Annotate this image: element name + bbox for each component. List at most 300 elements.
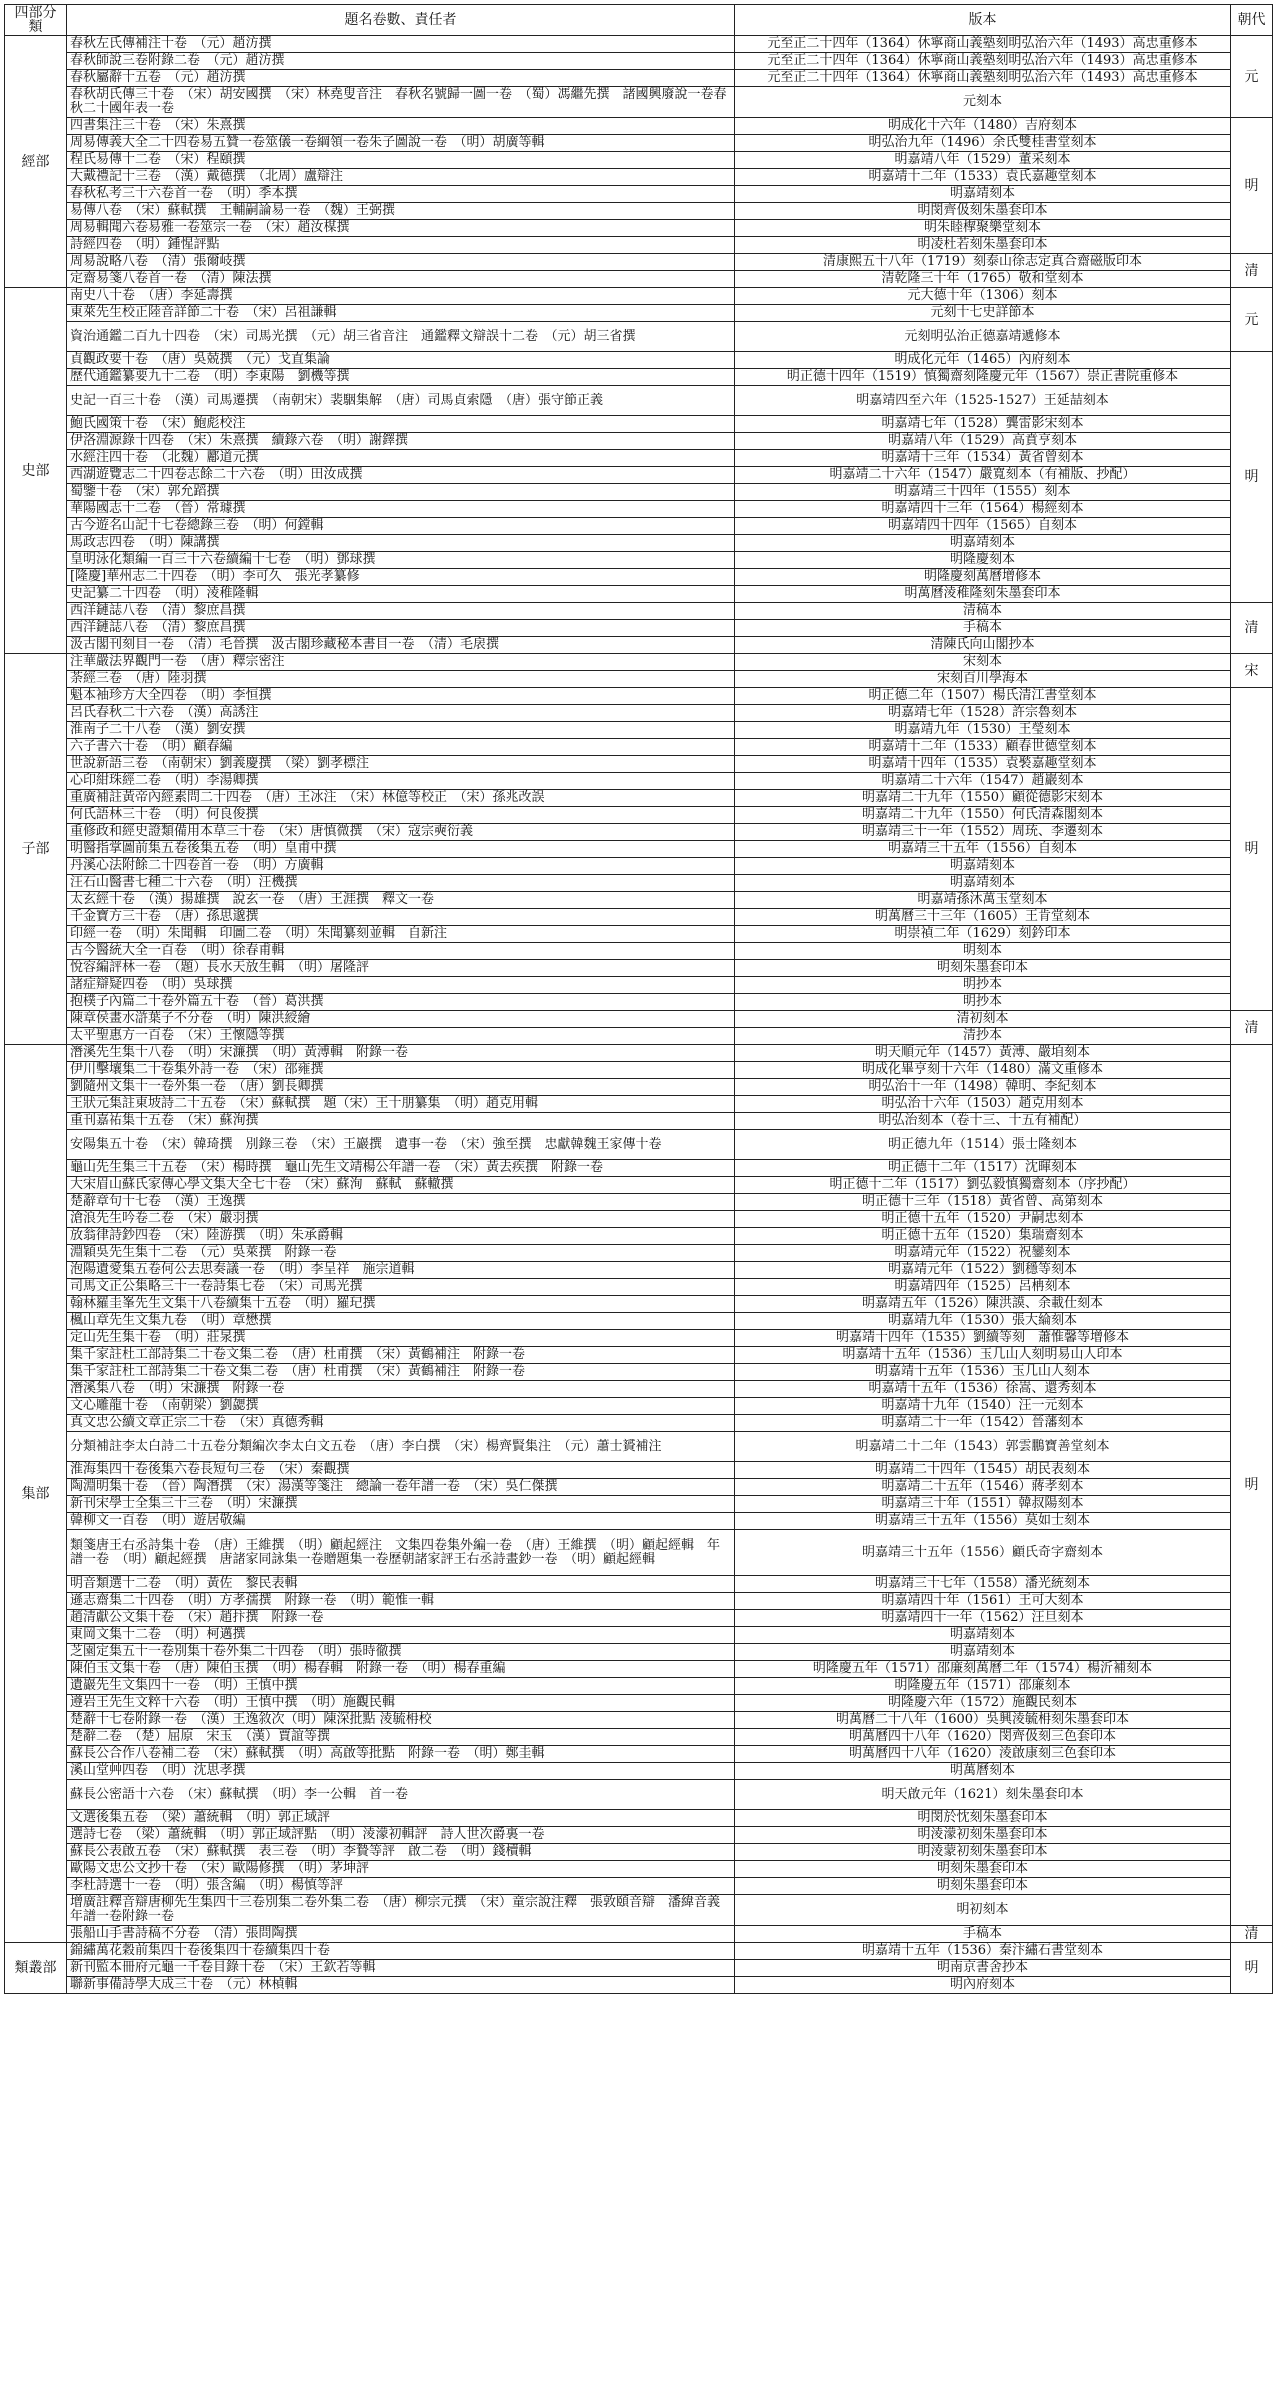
table-row: [5, 1347, 1273, 1364]
table-row: [5, 552, 1273, 569]
title-cell: 東萊先生校正陸音詳節二十卷 （宋）呂祖謙輯: [67, 305, 735, 322]
table-row: [5, 722, 1273, 739]
dynasty-cell: 清: [1231, 254, 1273, 288]
table-row: [5, 569, 1273, 586]
title-cell: 劉隨州文集十一卷外集一卷 （唐）劉長卿撰: [67, 1079, 735, 1096]
table-row: [5, 70, 1273, 87]
edition-cell: 明嘉靖三十一年（1552）周珫、李遷刻本: [735, 824, 1231, 841]
edition-cell: 明弘治十一年（1498）韓明、李紀刻本: [735, 1079, 1231, 1096]
title-cell: 放翁律詩鈔四卷 （宋）陸游撰 （明）朱承爵輯: [67, 1228, 735, 1245]
table-row: [5, 1045, 1273, 1062]
table-row: [5, 467, 1273, 484]
table-row: [5, 220, 1273, 237]
table-row: [5, 994, 1273, 1011]
title-cell: 大戴禮記十三卷 （漢）戴德撰 （北周）盧辯注: [67, 169, 735, 186]
table-row: [5, 433, 1273, 450]
title-cell: 文選後集五卷 （梁）蕭統輯 （明）郭正域評: [67, 1810, 735, 1827]
edition-cell: 明成化元年（1465）內府刻本: [735, 352, 1231, 369]
table-row: [5, 892, 1273, 909]
table-row: [5, 824, 1273, 841]
title-cell: 春秋屬辭十五卷 （元）趙汸撰: [67, 70, 735, 87]
title-cell: 太平聖惠方一百卷 （宋）王懷隱等撰: [67, 1028, 735, 1045]
title-cell: 重刊嘉祐集十五卷 （宋）蘇洵撰: [67, 1113, 735, 1130]
table-row: [5, 535, 1273, 552]
title-cell: 西湖遊覽志二十四卷志餘二十六卷 （明）田汝成撰: [67, 467, 735, 484]
dynasty-cell: 清: [1231, 1926, 1273, 1943]
title-cell: 史記纂二十四卷 （明）淩稚隆輯: [67, 586, 735, 603]
title-cell: 諸症辯疑四卷 （明）吳球撰: [67, 977, 735, 994]
table-row: [5, 739, 1273, 756]
edition-cell: 明隆慶刻本: [735, 552, 1231, 569]
edition-cell: 手稿本: [735, 620, 1231, 637]
table-row: [5, 518, 1273, 535]
table-row: [5, 1763, 1273, 1780]
table-row: [5, 1330, 1273, 1347]
table-row: [5, 484, 1273, 501]
title-cell: 司馬文正公集略三十一卷詩集七卷 （宋）司馬光撰: [67, 1279, 735, 1296]
table-row: [5, 1712, 1273, 1729]
table-row: [5, 1194, 1273, 1211]
table-row: [5, 1096, 1273, 1113]
edition-cell: 明朱睦㮮聚樂堂刻本: [735, 220, 1231, 237]
title-cell: 韓柳文一百卷 （明）遊居敬編: [67, 1513, 735, 1530]
edition-cell: 明萬曆淩稚隆刻朱墨套印本: [735, 586, 1231, 603]
table-row: [5, 1296, 1273, 1313]
table-row: [5, 1678, 1273, 1695]
table-row: [5, 1313, 1273, 1330]
table-row: [5, 203, 1273, 220]
title-cell: 鮑氏國策十卷 （宋）鮑彪校注: [67, 416, 735, 433]
title-cell: 西洋鏈誌八卷 （清）黎庶昌撰: [67, 603, 735, 620]
edition-cell: 明嘉靖十五年（1536）徐嵩、還秀刻本: [735, 1381, 1231, 1398]
edition-cell: 手稿本: [735, 1926, 1231, 1943]
edition-cell: 元至正二十四年（1364）休寧商山義塾刻明弘治六年（1493）高忠重修本: [735, 70, 1231, 87]
edition-cell: 宋刻本: [735, 654, 1231, 671]
title-cell: 太玄經十卷 （漢）揚雄撰 說玄一卷 （唐）王涯撰 釋文一卷: [67, 892, 735, 909]
edition-cell: 明萬曆四十八年（1620）閔齊伋刻三色套印本: [735, 1729, 1231, 1746]
dynasty-cell: 宋: [1231, 654, 1273, 688]
title-cell: 心印紺珠經二卷 （明）李湯卿撰: [67, 773, 735, 790]
table-row: [5, 1211, 1273, 1228]
title-cell: 周易傳義大全二十四卷易五贊一卷筮儀一卷綱領一卷朱子圖說一卷 （明）胡廣等輯: [67, 135, 735, 152]
edition-cell: 明南京書舍抄本: [735, 1960, 1231, 1977]
edition-cell: 明嘉靖元年（1522）祝鑾刻本: [735, 1245, 1231, 1262]
edition-cell: 明成化十六年（1480）吉府刻本: [735, 118, 1231, 135]
edition-cell: 明嘉靖刻本: [735, 1627, 1231, 1644]
category-cell: 史部: [5, 288, 67, 654]
edition-cell: 宋刻百川學海本: [735, 671, 1231, 688]
title-cell: 遵岩王先生文粹十六卷 （明）王慎中撰 （明）施觀民輯: [67, 1695, 735, 1712]
header-dynasty: 朝代: [1231, 5, 1273, 36]
table-row: [5, 1895, 1273, 1926]
title-cell: 注華嚴法界觀門一卷 （唐）釋宗密注: [67, 654, 735, 671]
title-cell: 西洋鏈誌八卷 （清）黎庶昌撰: [67, 620, 735, 637]
edition-cell: 明嘉靖四十三年（1564）楊經刻本: [735, 501, 1231, 518]
table-row: [5, 169, 1273, 186]
title-cell: 趙清獻公文集十卷 （宋）趙抃撰 附錄一卷: [67, 1610, 735, 1627]
edition-cell: 元至正二十四年（1364）休寧商山義塾刻明弘治六年（1493）高忠重修本: [735, 36, 1231, 53]
title-cell: 千金寶方三十卷 （唐）孫思邈撰: [67, 909, 735, 926]
edition-cell: 明萬曆二十八年（1600）吳興淩毓枏刻朱墨套印本: [735, 1712, 1231, 1729]
catalog-body: [5, 36, 1273, 1994]
title-cell: 貞觀政要十卷 （唐）吳兢撰 （元）戈直集論: [67, 352, 735, 369]
edition-cell: 明嘉靖刻本: [735, 1644, 1231, 1661]
table-row: [5, 1011, 1273, 1028]
table-row: [5, 1810, 1273, 1827]
table-row: [5, 1364, 1273, 1381]
table-row: [5, 1513, 1273, 1530]
title-cell: 聯新事備詩學大成三十卷 （元）林楨輯: [67, 1977, 735, 1994]
title-cell: 歐陽文忠公文抄十卷 （宋）歐陽修撰 （明）茅坤評: [67, 1861, 735, 1878]
title-cell: 新刊宋學士全集三十三卷 （明）宋濂撰: [67, 1496, 735, 1513]
table-row: [5, 118, 1273, 135]
edition-cell: 明嘉靖元年（1522）劉穩等刻本: [735, 1262, 1231, 1279]
table-row: [5, 152, 1273, 169]
edition-cell: 明嘉靖四十一年（1562）汪旦刻本: [735, 1610, 1231, 1627]
title-cell: 選詩七卷 （梁）蕭統輯 （明）郭正域評點 （明）淩濛初輯評 詩人世次爵裏一卷: [67, 1827, 735, 1844]
table-row: [5, 237, 1273, 254]
table-row: [5, 1432, 1273, 1462]
edition-cell: 明嘉靖四十四年（1565）自刻本: [735, 518, 1231, 535]
title-cell: 古今遊名山記十七卷總錄三卷 （明）何鏜輯: [67, 518, 735, 535]
title-cell: 陶淵明集十卷 （晉）陶潛撰 （宋）湯漢等箋注 總論一卷年譜一卷 （宋）吳仁傑撰: [67, 1479, 735, 1496]
dynasty-cell: 清: [1231, 603, 1273, 654]
title-cell: 蘇長公合作八卷補二卷 （宋）蘇軾撰 （明）高啟等批點 附錄一卷 （明）鄭圭輯: [67, 1746, 735, 1763]
edition-cell: 明嘉靖二十四年（1545）胡民表刻本: [735, 1462, 1231, 1479]
title-cell: 馬政志四卷 （明）陳講撰: [67, 535, 735, 552]
edition-cell: 明嘉靖十二年（1533）顧春世德堂刻本: [735, 739, 1231, 756]
table-row: [5, 501, 1273, 518]
dynasty-cell: 明: [1231, 352, 1273, 603]
title-cell: 滄浪先生吟卷二卷 （宋）嚴羽撰: [67, 1211, 735, 1228]
table-row: [5, 1479, 1273, 1496]
table-row: [5, 807, 1273, 824]
table-row: [5, 36, 1273, 53]
title-cell: 四書集注三十卷 （宋）朱熹撰: [67, 118, 735, 135]
table-row: [5, 603, 1273, 620]
edition-cell: 明嘉靖二十一年（1542）晉藩刻本: [735, 1415, 1231, 1432]
title-cell: 抱樸子內篇二十卷外篇五十卷 （晉）葛洪撰: [67, 994, 735, 1011]
table-row: [5, 352, 1273, 369]
table-row: [5, 756, 1273, 773]
title-cell: 潛溪集八卷 （明）宋濂撰 附錄一卷: [67, 1381, 735, 1398]
title-cell: 分類補註李太白詩二十五卷分類編次李太白文五卷 （唐）李白撰 （宋）楊齊賢集注 （元）蕭士贇補注: [67, 1432, 735, 1462]
edition-cell: 明隆慶刻萬曆增修本: [735, 569, 1231, 586]
title-cell: 大宋眉山蘇氏家傳心學文集大全七十卷 （宋）蘇洵 蘇軾 蘇轍撰: [67, 1177, 735, 1194]
table-row: [5, 943, 1273, 960]
title-cell: 汲古閣刊刻目一卷 （清）毛晉撰 汲古閣珍藏秘本書目一卷 （清）毛扆撰: [67, 637, 735, 654]
table-row: [5, 926, 1273, 943]
edition-cell: 元大德十年（1306）刻本: [735, 288, 1231, 305]
category-cell: 子部: [5, 654, 67, 1045]
table-row: [5, 1960, 1273, 1977]
table-row: [5, 1130, 1273, 1160]
title-cell: 明醫指掌圖前集五卷後集五卷 （明）皇甫中撰: [67, 841, 735, 858]
title-cell: 春秋左氏傳補注十卷 （元）趙汸撰: [67, 36, 735, 53]
title-cell: 丹溪心法附餘二十四卷首一卷 （明）方廣輯: [67, 858, 735, 875]
edition-cell: 明崇禎二年（1629）刻鈐印本: [735, 926, 1231, 943]
edition-cell: 明抄本: [735, 977, 1231, 994]
edition-cell: 明嘉靖孫沐萬玉堂刻本: [735, 892, 1231, 909]
title-cell: 呂氏春秋二十六卷 （漢）高誘注: [67, 705, 735, 722]
title-cell: 遺巖先生文集四十一卷 （明）王慎中撰: [67, 1678, 735, 1695]
title-cell: 蘇長公密語十六卷 （宋）蘇軾撰 （明）李一公輯 首一卷: [67, 1780, 735, 1810]
table-row: [5, 1661, 1273, 1678]
table-row: [5, 1462, 1273, 1479]
edition-cell: 明萬曆三十三年（1605）王肯堂刻本: [735, 909, 1231, 926]
edition-cell: 清抄本: [735, 1028, 1231, 1045]
edition-cell: 明刻朱墨套印本: [735, 1878, 1231, 1895]
edition-cell: 明正德二年（1507）楊氏清江書堂刻本: [735, 688, 1231, 705]
edition-cell: 明嘉靖二十九年（1550）何氏清森閣刻本: [735, 807, 1231, 824]
edition-cell: 明嘉靖刻本: [735, 186, 1231, 203]
title-cell: 東岡文集十二卷 （明）柯邁撰: [67, 1627, 735, 1644]
table-row: [5, 1861, 1273, 1878]
table-row: [5, 322, 1273, 352]
title-cell: 芝園定集五十一卷別集十卷外集二十四卷 （明）張時徹撰: [67, 1644, 735, 1661]
dynasty-cell: 明: [1231, 1943, 1273, 1994]
edition-cell: 清康熙五十八年（1719）刻泰山徐志定真合齋磁版印本: [735, 254, 1231, 271]
table-row: [5, 1228, 1273, 1245]
table-row: [5, 1977, 1273, 1994]
table-row: [5, 1398, 1273, 1415]
table-row: [5, 977, 1273, 994]
edition-cell: 明萬曆四十八年（1620）淩啟康刻三色套印本: [735, 1746, 1231, 1763]
edition-cell: 元刻明弘治正德嘉靖遞修本: [735, 322, 1231, 352]
edition-cell: 明嘉靖三十五年（1556）自刻本: [735, 841, 1231, 858]
table-row: [5, 586, 1273, 603]
title-cell: 集千家註杜工部詩集二十卷文集二卷 （唐）杜甫撰 （宋）黃鶴補注 附錄一卷: [67, 1364, 735, 1381]
title-cell: 楚辭二卷 （楚）屈原 宋玉 （漢）賈誼等撰: [67, 1729, 735, 1746]
edition-cell: 明嘉靖十九年（1540）汪一元刻本: [735, 1398, 1231, 1415]
edition-cell: 明隆慶五年（1571）邵廉刻本: [735, 1678, 1231, 1695]
title-cell: 悅容編評林一卷 （題）長水天放生輯 （明）屠隆評: [67, 960, 735, 977]
title-cell: 資治通鑑二百九十四卷 （宋）司馬光撰 （元）胡三省音注 通鑑釋文辯誤十二卷 （元）胡三省撰: [67, 322, 735, 352]
title-cell: 文心雕龍十卷 （南朝梁）劉勰撰: [67, 1398, 735, 1415]
edition-cell: 明抄本: [735, 994, 1231, 1011]
edition-cell: 明嘉靖三十四年（1555）刻本: [735, 484, 1231, 501]
title-cell: 荼經三卷 （唐）陸羽撰: [67, 671, 735, 688]
edition-cell: 明嘉靖三十七年（1558）潘光統刻本: [735, 1576, 1231, 1593]
edition-cell: 明嘉靖八年（1529）董采刻本: [735, 152, 1231, 169]
edition-cell: 明內府刻本: [735, 1977, 1231, 1994]
title-cell: 李杜詩選十一卷 （明）張含編 （明）楊慎等評: [67, 1878, 735, 1895]
edition-cell: 明隆慶五年（1571）邵廉刻萬曆二年（1574）楊沂補刻本: [735, 1661, 1231, 1678]
table-row: [5, 1844, 1273, 1861]
table-row: [5, 1780, 1273, 1810]
title-cell: 古今醫統大全一百卷 （明）徐春甫輯: [67, 943, 735, 960]
title-cell: 南史八十卷 （唐）李延壽撰: [67, 288, 735, 305]
edition-cell: 明弘治十六年（1503）趙克用刻本: [735, 1096, 1231, 1113]
title-cell: 汪石山醫書七種二十六卷 （明）汪機撰: [67, 875, 735, 892]
table-row: [5, 1827, 1273, 1844]
table-row: [5, 858, 1273, 875]
table-row: [5, 705, 1273, 722]
title-cell: 定山先生集十卷 （明）莊㫤撰: [67, 1330, 735, 1347]
edition-cell: 明嘉靖四至六年（1525-1527）王延喆刻本: [735, 386, 1231, 416]
table-row: [5, 1279, 1273, 1296]
title-cell: [隆慶]華州志二十四卷 （明）李可久 張光孝纂修: [67, 569, 735, 586]
edition-cell: 明嘉靖二十六年（1547）嚴寬刻本（有補版、抄配）: [735, 467, 1231, 484]
dynasty-cell: 元: [1231, 288, 1273, 352]
title-cell: 水經注四十卷 （北魏）酈道元撰: [67, 450, 735, 467]
edition-cell: 明嘉靖十三年（1534）黃省曾刻本: [735, 450, 1231, 467]
title-cell: 春秋師說三卷附錄二卷 （元）趙汸撰: [67, 53, 735, 70]
edition-cell: 明嘉靖十二年（1533）袁氏嘉趣堂刻本: [735, 169, 1231, 186]
edition-cell: 明嘉靖十五年（1536）玉几山人刻本: [735, 1364, 1231, 1381]
edition-cell: 明刻朱墨套印本: [735, 960, 1231, 977]
table-row: [5, 1415, 1273, 1432]
catalog-container: [4, 4, 1272, 1994]
edition-cell: 明嘉靖二十二年（1543）郭雲鵬寶善堂刻本: [735, 1432, 1231, 1462]
edition-cell: 明刻本: [735, 943, 1231, 960]
edition-cell: 明正德十二年（1517）沈暉刻本: [735, 1160, 1231, 1177]
title-cell: 易傳八卷 （宋）蘇軾撰 王輔嗣論易一卷 （魏）王弼撰: [67, 203, 735, 220]
table-row: [5, 1610, 1273, 1627]
edition-cell: 元刻十七史詳節本: [735, 305, 1231, 322]
edition-cell: 元至正二十四年（1364）休寧商山義塾刻明弘治六年（1493）高忠重修本: [735, 53, 1231, 70]
dynasty-cell: 明: [1231, 1045, 1273, 1926]
header-category: 四部分類: [5, 5, 67, 36]
title-cell: 楓山章先生文集九卷 （明）章懋撰: [67, 1313, 735, 1330]
title-cell: 錦繡萬花穀前集四十卷後集四十卷續集四十卷: [67, 1943, 735, 1960]
edition-cell: 明凌杜若刻朱墨套印本: [735, 237, 1231, 254]
edition-cell: 明嘉靖四年（1525）呂柟刻本: [735, 1279, 1231, 1296]
edition-cell: 明嘉靖十五年（1536）秦汴繡石書堂刻本: [735, 1943, 1231, 1960]
edition-cell: 明弘治刻本（卷十三、十五有補配）: [735, 1113, 1231, 1130]
edition-cell: 明嘉靖刻本: [735, 875, 1231, 892]
edition-cell: 明嘉靖三十五年（1556）莫如士刻本: [735, 1513, 1231, 1530]
title-cell: 翰林羅圭峯先生文集十八卷續集十五卷 （明）羅玘撰: [67, 1296, 735, 1313]
title-cell: 溪山堂艸四卷 （明）沈思孝撰: [67, 1763, 735, 1780]
edition-cell: 明正德十四年（1519）慎獨齋刻隆慶元年（1567）崇正書院重修本: [735, 369, 1231, 386]
title-cell: 陳伯玉文集十卷 （唐）陳伯玉撰 （明）楊春輯 附錄一卷 （明）楊春重編: [67, 1661, 735, 1678]
title-cell: 六子書六十卷 （明）顧春編: [67, 739, 735, 756]
table-row: [5, 1729, 1273, 1746]
table-row: [5, 1926, 1273, 1943]
edition-cell: 明嘉靖七年（1528）龔雷影宋刻本: [735, 416, 1231, 433]
dynasty-cell: 元: [1231, 36, 1273, 118]
title-cell: 史記一百三十卷 （漢）司馬遷撰 （南朝宋）裴駰集解 （唐）司馬貞索隱 （唐）張守節正義: [67, 386, 735, 416]
edition-cell: 明嘉靖四十年（1561）王可大刻本: [735, 1593, 1231, 1610]
title-cell: 真文忠公續文章正宗二十卷 （宋）真德秀輯: [67, 1415, 735, 1432]
table-row: [5, 450, 1273, 467]
table-row: [5, 1160, 1273, 1177]
category-cell: 類叢部: [5, 1943, 67, 1994]
title-cell: 陳章侯畫水滸葉子不分卷 （明）陳洪綬繪: [67, 1011, 735, 1028]
title-cell: 春秋私考三十六卷首一卷 （明）季本撰: [67, 186, 735, 203]
table-row: [5, 1177, 1273, 1194]
edition-cell: 明嘉靖三十五年（1556）顧氏奇字齋刻本: [735, 1530, 1231, 1576]
edition-cell: 明嘉靖刻本: [735, 535, 1231, 552]
edition-cell: 明正德十五年（1520）尹嗣忠刻本: [735, 1211, 1231, 1228]
table-row: [5, 288, 1273, 305]
edition-cell: 明正德十二年（1517）劉弘毅慎獨齋刻本（序抄配）: [735, 1177, 1231, 1194]
edition-cell: 明初刻本: [735, 1895, 1231, 1926]
edition-cell: 明嘉靖十四年（1535）袁褧嘉趣堂刻本: [735, 756, 1231, 773]
dynasty-cell: 明: [1231, 118, 1273, 254]
title-cell: 新刊監本冊府元龜一千卷目錄十卷 （宋）王欽若等輯: [67, 1960, 735, 1977]
title-cell: 華陽國志十二卷 （晉）常璩撰: [67, 501, 735, 518]
title-cell: 重廣補註黃帝內經素問二十四卷 （唐）王冰注 （宋）林億等校正 （宋）孫兆改誤: [67, 790, 735, 807]
title-cell: 安陽集五十卷 （宋）韓琦撰 別錄三卷 （宋）王巖撰 遺事一卷 （宋）強至撰 忠獻韓魏王家傳十卷: [67, 1130, 735, 1160]
title-cell: 魁本袖珍方大全四卷 （明）李恒撰: [67, 688, 735, 705]
edition-cell: 明嘉靖三十年（1551）韓叔陽刻本: [735, 1496, 1231, 1513]
title-cell: 泡陽遺愛集五卷何公去思奏議一卷 （明）李呈祥 施宗道輯: [67, 1262, 735, 1279]
category-cell: 集部: [5, 1045, 67, 1943]
table-row: [5, 773, 1273, 790]
edition-cell: 明淩蒙初刻朱墨套印本: [735, 1844, 1231, 1861]
edition-cell: 明天啟元年（1621）刻朱墨套印本: [735, 1780, 1231, 1810]
title-cell: 詩經四卷 （明）鍾惺評點: [67, 237, 735, 254]
table-row: [5, 1381, 1273, 1398]
table-row: [5, 87, 1273, 118]
edition-cell: 明閔齊伋刻朱墨套印本: [735, 203, 1231, 220]
title-cell: 王狀元集註東坡詩二十五卷 （宋）蘇軾撰 題（宋）王十朋纂集 （明）趙克用輯: [67, 1096, 735, 1113]
title-cell: 淮海集四十卷後集六卷長短句三卷 （宋）秦觀撰: [67, 1462, 735, 1479]
title-cell: 程氏易傳十二卷 （宋）程頤撰: [67, 152, 735, 169]
table-row: [5, 416, 1273, 433]
table-row: [5, 53, 1273, 70]
title-cell: 淮南子二十八卷 （漢）劉安撰: [67, 722, 735, 739]
edition-cell: 明嘉靖十四年（1535）劉續等刻 蕭惟馨等增修本: [735, 1330, 1231, 1347]
table-row: [5, 875, 1273, 892]
table-row: [5, 654, 1273, 671]
edition-cell: 明刻朱墨套印本: [735, 1861, 1231, 1878]
table-row: [5, 135, 1273, 152]
title-cell: 定齋易箋八卷首一卷 （清）陳法撰: [67, 271, 735, 288]
title-cell: 楚辭章句十七卷 （漢）王逸撰: [67, 1194, 735, 1211]
table-row: [5, 620, 1273, 637]
title-cell: 印經一卷 （明）朱聞輯 印圖二卷 （明）朱聞纂刻並輯 自新注: [67, 926, 735, 943]
catalog-table: [4, 4, 1273, 1994]
table-row: [5, 688, 1273, 705]
title-cell: 伊洛淵源錄十四卷 （宋）朱熹撰 續錄六卷 （明）謝鐸撰: [67, 433, 735, 450]
title-cell: 歷代通鑑纂要九十二卷 （明）李東陽 劉機等撰: [67, 369, 735, 386]
edition-cell: 明弘治九年（1496）余氏雙桂書堂刻本: [735, 135, 1231, 152]
edition-cell: 明隆慶六年（1572）施觀民刻本: [735, 1695, 1231, 1712]
table-row: [5, 254, 1273, 271]
title-cell: 遜志齋集二十四卷 （明）方孝孺撰 附錄一卷 （明）範惟一輯: [67, 1593, 735, 1610]
table-row: [5, 1113, 1273, 1130]
title-cell: 淵穎吳先生集十二卷 （元）吳萊撰 附錄一卷: [67, 1245, 735, 1262]
edition-cell: 明正德十五年（1520）集瑞齋刻本: [735, 1228, 1231, 1245]
title-cell: 楚辭十七卷附錄一卷 （漢）王逸敘次（明）陳深批點 淩毓枏校: [67, 1712, 735, 1729]
table-row: [5, 1627, 1273, 1644]
title-cell: 龜山先生集三十五卷 （宋）楊時撰 龜山先生文靖楊公年譜一卷 （宋）黃去疾撰 附錄一卷: [67, 1160, 735, 1177]
edition-cell: 明成化畢亨刻十六年（1480）滿文重修本: [735, 1062, 1231, 1079]
table-row: [5, 637, 1273, 654]
title-cell: 增廣註釋音辯唐柳先生集四十三卷別集二卷外集二卷 （唐）柳宗元撰 （宋）童宗說注釋 張敦頤音辯 潘緯音義 年譜一卷附錄一卷: [67, 1895, 735, 1926]
table-row: [5, 186, 1273, 203]
table-row: [5, 1878, 1273, 1895]
header-row: [5, 5, 1273, 36]
category-cell: 經部: [5, 36, 67, 288]
title-cell: 蘇長公表啟五卷 （宋）蘇軾撰 表三卷 （明）李贄等評 啟二卷 （明）錢櫝輯: [67, 1844, 735, 1861]
edition-cell: 明閔於忱刻朱墨套印本: [735, 1810, 1231, 1827]
table-row: [5, 841, 1273, 858]
edition-cell: 明嘉靖五年（1526）陳洪謨、余載仕刻本: [735, 1296, 1231, 1313]
table-row: [5, 960, 1273, 977]
table-row: [5, 909, 1273, 926]
table-row: [5, 790, 1273, 807]
edition-cell: 明嘉靖十五年（1536）玉几山人刻明易山人印本: [735, 1347, 1231, 1364]
edition-cell: 明嘉靖刻本: [735, 858, 1231, 875]
table-row: [5, 1028, 1273, 1045]
table-row: [5, 1245, 1273, 1262]
edition-cell: 明嘉靖七年（1528）許宗魯刻本: [735, 705, 1231, 722]
title-cell: 類箋唐王右丞詩集十卷 （唐）王維撰 （明）顧起經注 文集四卷集外編一卷 （唐）王維撰 （明）顧起經輯 年譜一卷 （明）顧起經撰 唐諸家同詠集一卷贈題集一卷歷朝諸家評王右丞詩畫鈔一卷 （明）顧起經輯: [67, 1530, 735, 1576]
